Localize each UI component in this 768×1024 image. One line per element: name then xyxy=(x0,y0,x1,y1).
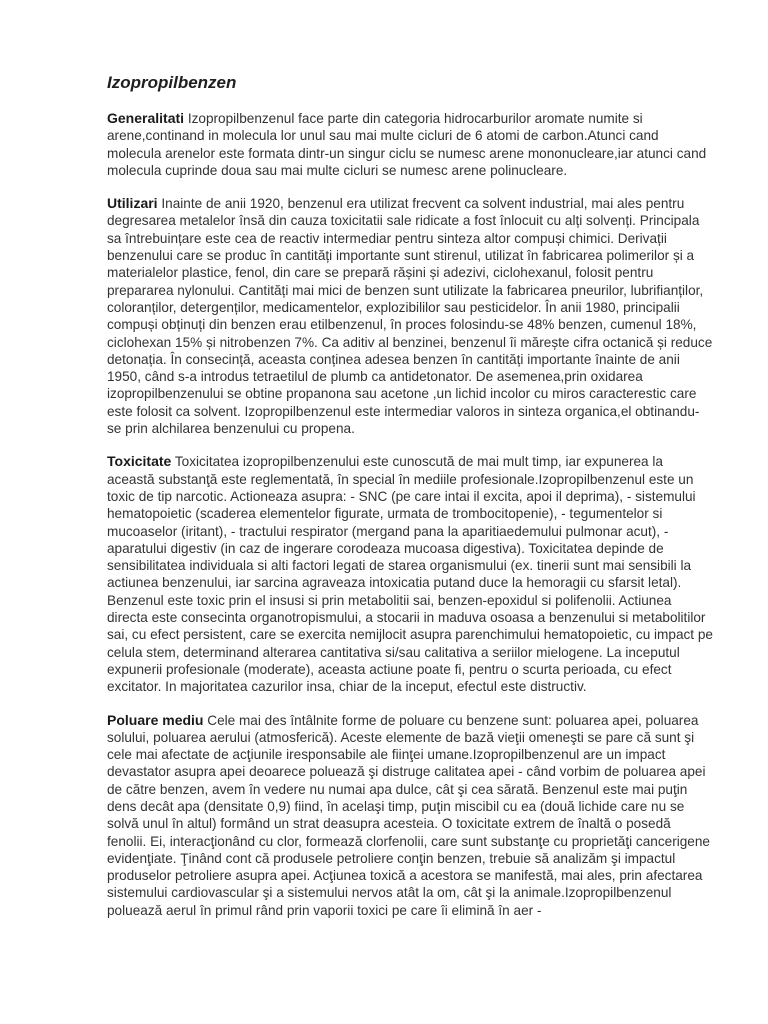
section-body: Toxicitatea izopropilbenzenului este cunoscută de mai mult timp, iar expunerea la această substanţă este reglementată, în special în mediile profesionale.Izopropilbenzenul este un toxic de tip narcotic. Actioneaza asupra: - SNC (pe care intai il excita, apoi il deprima), - sistemului hematopoietic (scaderea elementelor figurate, urmata de trombocitopenie), - tegumentelor si mucoaselor (iritant), - tractului respirator (mergand pana la aparitiaedemului pulmonar acut), - aparatului digestiv (in caz de ingerare corodeaza mucoasa digestiva). Toxicitatea depinde de sensibilitatea individuala si alti factori legati de starea organismului (ex. tinerii sunt mai sensibili la actiunea benzenului, iar sarcina agraveaza intoxicatia putand duce la hemoragii cu sfarsit letal). Benzenul este toxic prin el insusi si prin metabolitii sai, benzen-epoxidul si polifenolii. Actiunea directa este consecinta organotropismului, a stocarii in maduva osoasa a benzenului si metabolitilor sai, cu efect persistent, care se exercita nemijlocit asupra parenchimului hematopoietic, cu impact pe celula stem, determinand alterarea cantitativa si/sau calitativa a seriilor mielogene. La inceputul expunerii profesionale (moderate), aceasta actiune poate fi, pentru o scurta perioada, cu efect excitator. In majoritatea cazurilor insa, chiar de la inceput, efectul este distructiv. xyxy=(107,454,713,695)
section-body: Inainte de anii 1920, benzenul era utilizat frecvent ca solvent industrial, mai ales pentru degresarea metalelor însă din cauza toxicitatii sale ridicate a fost înlocuit cu alți solvenți. Principala sa întrebuințare este cea de reactiv intermediar pentru sinteza altor compuși chimici. Derivații benzenului care se produc în cantități importante sunt stirenul, utilizat în fabricarea polimerilor și a materialelor plastice, fenol, din care se prepară rășini și adezivi, ciclohexanul, folosit pentru prepararea nylonului. Cantități mai mici de benzen sunt utilizate la fabricarea pneurilor, lubrifianților, coloranților, detergenților, medicamentelor, explozibililor sau pesticidelor. În anii 1980, principalii compuși obținuți din benzen erau etilbenzenul, în proces folosindu-se 48% benzen, cumenul 18%, ciclohexan 15% și nitrobenzen 7%. Ca aditiv al benzinei, benzenul îi mărește cifra octanică și reduce detonația. În consecință, aceasta conținea adesea benzen în cantități importante înainte de anii 1950, când s-a introdus tetraetilul de plumb ca antidetonator. De asemenea,prin oxidarea izopropilbenzenului se obtine propanona sau acetone ,un lichid incolor cu miros caracterestic care este folosit ca solvent. Izopropilbenzenul este intermediar valoros in sinteza organica,el obtinandu-se prin alchilarea benzenului cu propena. xyxy=(107,196,713,437)
section-toxicitate xyxy=(107,453,713,695)
section-body: Izopropilbenzenul face parte din categoria hidrocarburilor aromate numite si arene,continand in molecula lor unul sau mai multe cicluri de 6 atomi de carbon.Atunci cand molecula arenelor este formata dintr-un singur ciclu se numesc arene mononucleare,iar atunci cand molecula cuprinde doua sau mai multe cicluri se numesc arene polinucleare. xyxy=(107,111,707,178)
section-heading: Toxicitate xyxy=(107,453,172,470)
section-heading: Poluare mediu xyxy=(107,711,204,728)
section-poluare-mediu xyxy=(107,712,713,920)
document-page xyxy=(107,72,713,935)
section-body: Cele mai des întâlnite forme de poluare cu benzene sunt: poluarea apei, poluarea solului, poluarea aerului (atmosferică). Aceste elemente de bază vieţii omeneşti se pare că sunt şi cele mai afectate de acţiunile iresponsabile ale fiinţei umane.Izopropilbenzenul are un impact devastator asupra apei deoarece poluează şi distruge calitatea apei - când vorbim de poluarea apei de către benzen, avem în vedere nu numai apa dulce, cât şi cea sărată. Benzenul este mai puţin dens decât apa (densitate 0,9) fiind, în acelaşi timp, puţin miscibil cu ea (două lichide care nu se solvă unul în altul) formând un strat deasupra acesteia. O toxicitate extrem de înaltă o posedă fenolii. Ei, interacţionând cu clor, formează clorfenolii, care sunt substanţe cu proprietăţi cancerigene evidenţiate. Ţinând cont că produsele petroliere conţin benzen, trebuie să analizăm şi impactul produselor petroliere asupra apei. Acţiunea toxică a acestora se manifestă, mai ales, prin afectarea sistemului cardiovascular şi a sistemului nervos atât la om, cât şi la animale.Izopropilbenzenul poluează aerul în primul rând prin vaporii toxici pe care îi elimină în aer - xyxy=(107,712,710,918)
section-heading: Generalitati xyxy=(107,110,185,126)
section-heading: Utilizari xyxy=(107,195,158,212)
document-title: Izopropilbenzen xyxy=(107,73,237,92)
section-generalitati xyxy=(107,110,713,179)
section-utilizari xyxy=(107,195,713,437)
